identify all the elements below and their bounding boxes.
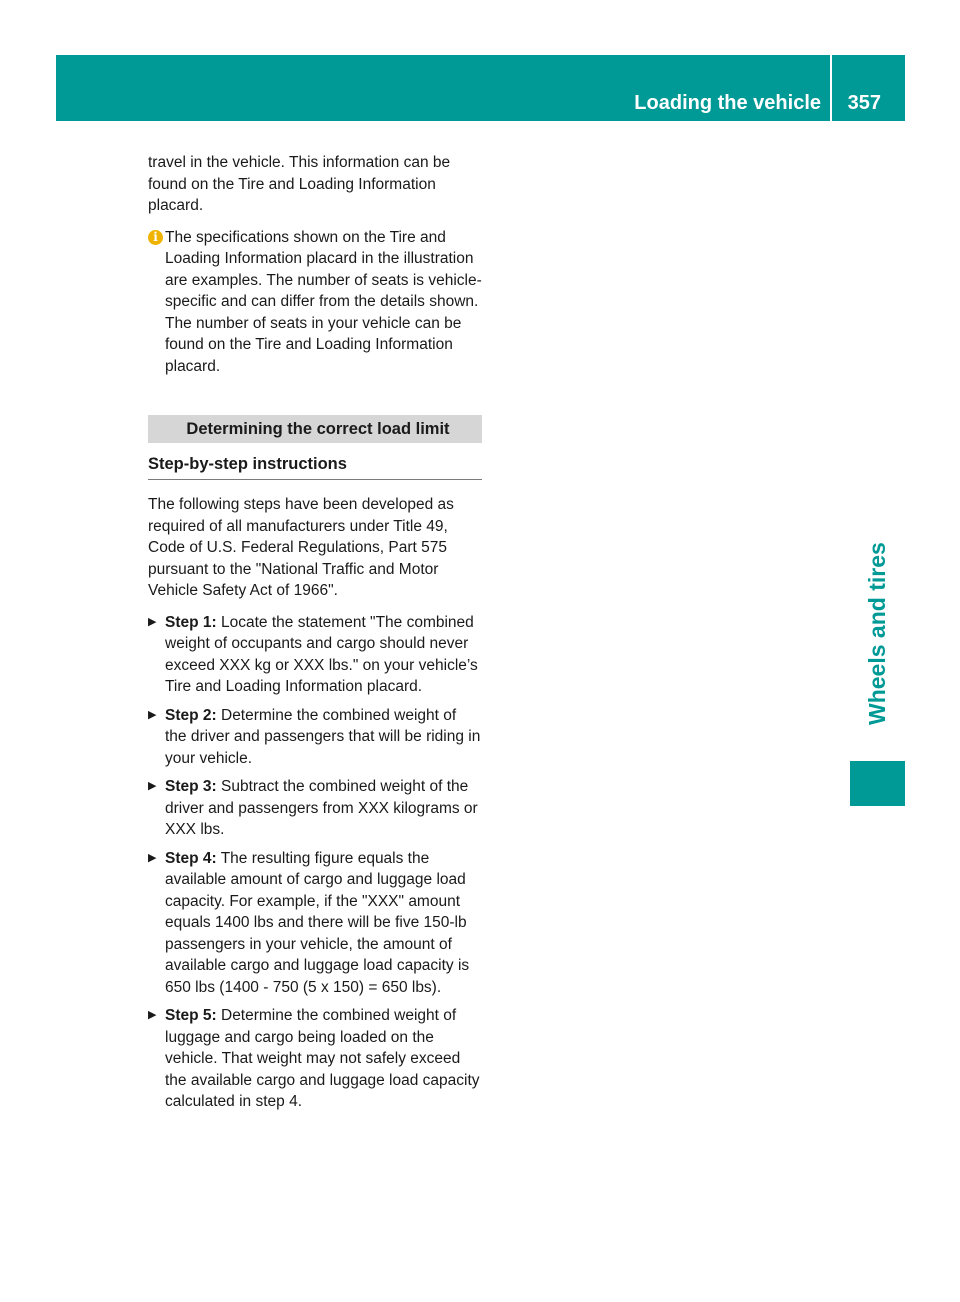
step-label: Step 2: bbox=[165, 706, 217, 724]
step-text: Locate the statement "The combined weight of occupants and cargo should never exceed XXX kg or XXX lbs." on your vehicle’s Tire and Loading Information placard. bbox=[165, 613, 478, 695]
arrow-right-icon: ▶ bbox=[148, 1009, 157, 1021]
step-text: Determine the combined weight of luggage and cargo being loaded on the vehicle. That weight may not safely exceed the available cargo and luggage load capacity calculated in step 4. bbox=[165, 1007, 480, 1110]
info-icon: i bbox=[148, 230, 163, 245]
step-text: The resulting figure equals the available amount of cargo and luggage load capacity. For example, if the "XXX" amount equals 1400 lbs and there will be five 150-lb passengers in your vehicle, the amount of available cargo and luggage load capacity is 650 lbs (1400 - 750 (5 x 150) = 650 lbs). bbox=[165, 849, 470, 996]
step-item bbox=[148, 612, 482, 698]
arrow-right-icon: ▶ bbox=[148, 851, 157, 864]
info-note-text: The specifications shown on the Tire and Loading Information placard in the illustration are examples. The number of seats is vehicle-specific and can differ from the details shown. The number of seats in your vehicle can be found on the Tire and Loading Information placard. bbox=[165, 228, 482, 375]
arrow-right-icon: ▶ bbox=[148, 780, 157, 792]
step-item bbox=[148, 776, 482, 841]
step-label: Step 4: bbox=[165, 849, 217, 867]
chapter-title: Loading the vehicle bbox=[634, 92, 821, 114]
step-text: Subtract the combined weight of the driver and passengers from XXX kilograms or XXX lbs. bbox=[165, 778, 478, 838]
page-number: 357 bbox=[847, 92, 881, 114]
step-label: Step 3: bbox=[165, 778, 217, 795]
step-label: Step 5: bbox=[165, 1007, 217, 1024]
info-note bbox=[148, 227, 482, 378]
header-divider bbox=[830, 55, 832, 121]
step-item bbox=[148, 705, 482, 770]
side-tab-label: Wheels and tires bbox=[864, 542, 890, 725]
step-label: Step 1: bbox=[165, 613, 217, 631]
side-tab-marker bbox=[850, 761, 905, 806]
arrow-right-icon: ▶ bbox=[148, 708, 157, 721]
text-column bbox=[148, 152, 482, 1120]
section-heading: Determining the correct load limit bbox=[148, 415, 482, 443]
step-text: Determine the combined weight of the driver and passengers that will be riding in your vehicle. bbox=[165, 706, 481, 767]
sub-heading: Step-by-step instructions bbox=[148, 453, 482, 480]
step-item bbox=[148, 1005, 482, 1113]
intro-steps-paragraph: The following steps have been developed as required of all manufacturers under Title 49, Code of U.S. Federal Regulations, Part 575 pursuant to the "National Traffic and Motor Vehicle Safety Act of 1966". bbox=[148, 496, 454, 599]
step-item bbox=[148, 848, 482, 999]
arrow-right-icon: ▶ bbox=[148, 615, 157, 628]
page-header bbox=[56, 55, 905, 121]
steps-list bbox=[148, 612, 482, 1113]
intro-paragraph: travel in the vehicle. This information can be found on the Tire and Loading Information placard. bbox=[148, 154, 451, 214]
side-tab bbox=[850, 121, 905, 753]
